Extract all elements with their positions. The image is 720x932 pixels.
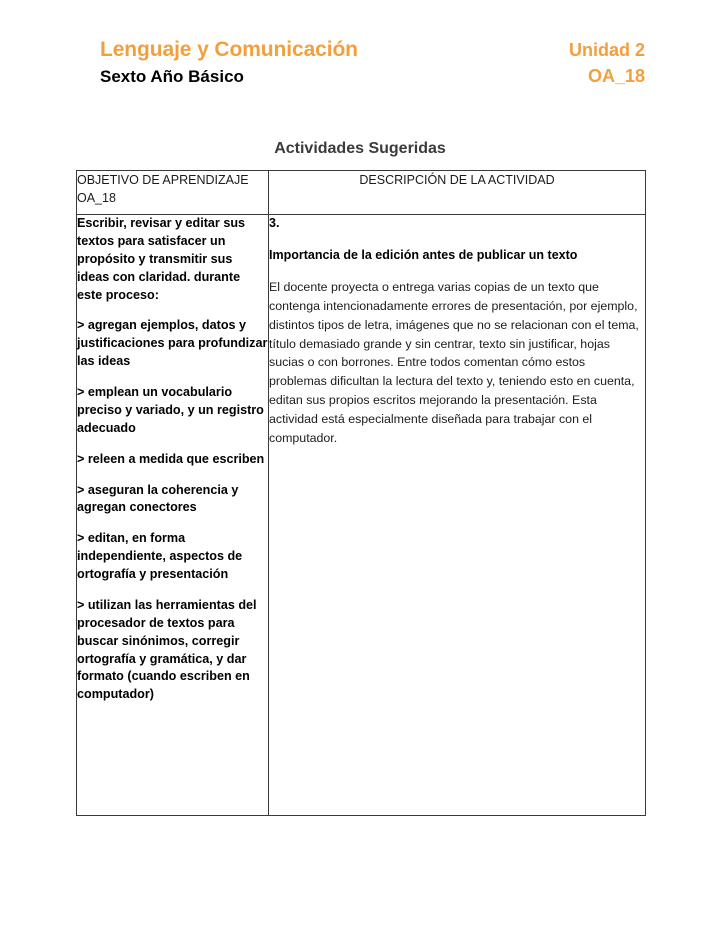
objective-paragraph: Escribir, revisar y editar sus textos para satisfacer un propósito y transmitir sus ideas con claridad. durante este proceso: bbox=[77, 216, 246, 302]
objective-paragraph: > utilizan las herramientas del procesador de textos para buscar sinónimos, corregir ortografía y gramática, y dar formato (cuando escriben en computador) bbox=[77, 597, 257, 702]
activities-table bbox=[76, 170, 646, 816]
description-cell bbox=[269, 215, 646, 816]
objective-paragraph: > emplean un vocabulario preciso y variado, y un registro adecuado bbox=[77, 385, 264, 435]
oa-code-label: OA_18 bbox=[587, 66, 645, 86]
header-row bbox=[100, 38, 645, 87]
objective-paragraph: > editan, en forma independiente, aspectos de ortografía y presentación bbox=[77, 531, 243, 581]
section-title: Actividades Sugeridas bbox=[274, 140, 446, 157]
activity-body: El docente proyecta o entrega varias copias de un texto que contenga intencionadamente errores de presentación, por ejemplo, distintos tipos de letra, imágenes que no se relacionan con el tema, título demasiado grande y sin centrar, texto sin justificar, hojas sucias o con borrones. Entre todos comentan cómo estos problemas dificultan la lectura del texto y, teniendo esto en cuenta, editan sus propios escritos mejorando la presentación. Esta actividad está especialmente diseñada para trabajar con el computador. bbox=[269, 280, 639, 445]
objective-paragraph: > releen a medida que escriben bbox=[77, 451, 265, 466]
header-left-column bbox=[100, 38, 358, 87]
objective-paragraph: > aseguran la coherencia y agregan conectores bbox=[77, 482, 239, 515]
activity-number: 3. bbox=[269, 216, 280, 230]
header-right-column bbox=[569, 40, 645, 87]
unit-label: Unidad 2 bbox=[568, 40, 645, 60]
column-header-objective: OBJETIVO DE APRENDIZAJE OA_18 bbox=[77, 171, 269, 215]
document-header bbox=[100, 38, 645, 87]
table-row bbox=[77, 215, 646, 816]
table-head bbox=[77, 171, 646, 215]
activity-title: Importancia de la edición antes de publicar un texto bbox=[269, 247, 578, 262]
objective-cell bbox=[77, 215, 269, 816]
subject-title: Lenguaje y Comunicación bbox=[100, 38, 358, 61]
grade-subtitle: Sexto Año Básico bbox=[100, 67, 244, 86]
column-header-description: DESCRIPCIÓN DE LA ACTIVIDAD bbox=[269, 171, 646, 215]
objective-paragraph: > agregan ejemplos, datos y justificaciones para profundizar las ideas bbox=[77, 318, 268, 369]
table-body bbox=[77, 215, 646, 816]
table-header-row bbox=[77, 171, 646, 215]
